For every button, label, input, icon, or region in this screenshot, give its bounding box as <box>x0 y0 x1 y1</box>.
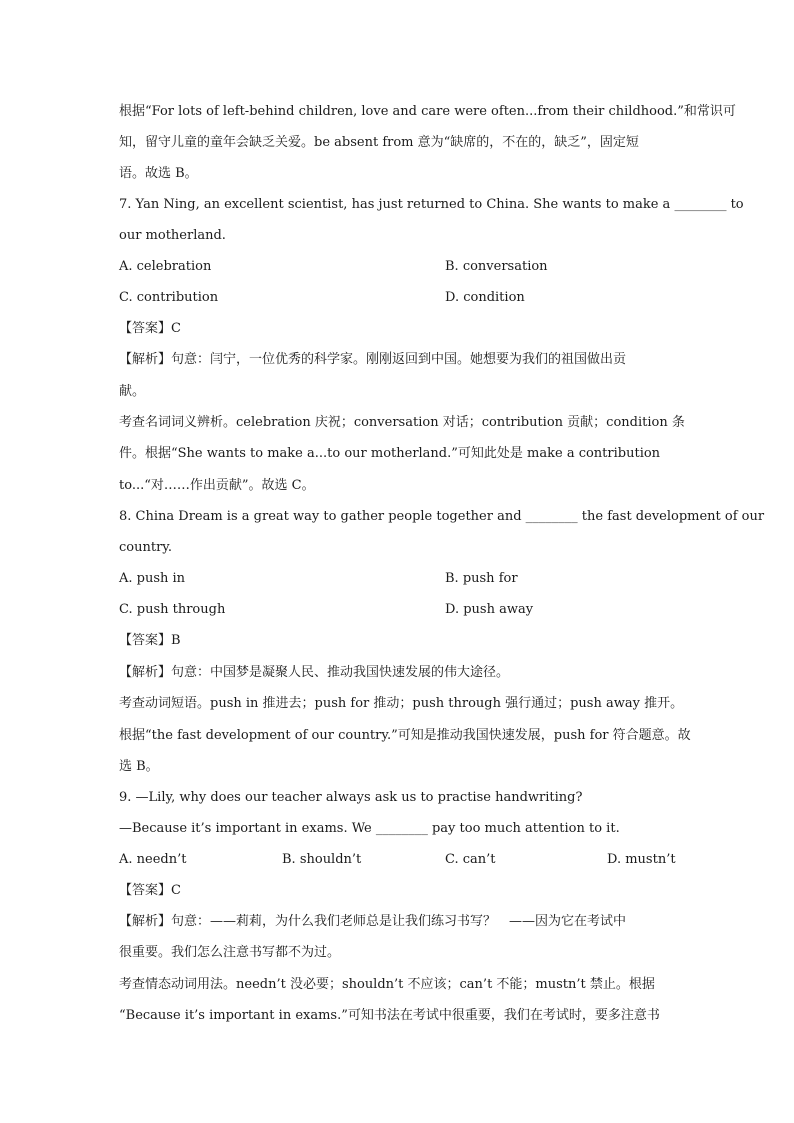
q7-analysis-line-5: to...“对……作出贡献”。故选 C。 <box>119 478 315 493</box>
q9-stem-line-1: 9. —Lily, why does our teacher always ask us to practise handwriting? <box>119 790 583 805</box>
q9-option-d: D. mustn’t <box>607 852 676 867</box>
q9-analysis-line-1: 【解析】句意：——莉莉，为什么我们老师总是让我们练习书写？ ——因为它在考试中 <box>119 914 627 929</box>
q9-stem-line-2: —Because it’s important in exams. We ________ pay too much attention to it. <box>119 821 620 836</box>
q9-option-b: B. shouldn’t <box>282 852 362 867</box>
q7-option-c: C. contribution <box>119 290 219 305</box>
q8-option-d: D. push away <box>445 602 534 617</box>
q9-analysis-line-2: 很重要。我们怎么注意书写都不为过。 <box>119 945 341 960</box>
q7-option-a: A. celebration <box>119 259 212 274</box>
q7-option-b: B. conversation <box>445 259 548 274</box>
q6-analysis-line-2: 知，留守儿童的童年会缺乏关爱。be absent from 意为“缺席的，不在的，缺乏”，固定短 <box>119 135 639 150</box>
q9-answer: 【答案】C <box>119 883 181 898</box>
q7-analysis-line-3: 考查名词词义辨析。celebration 庆祝；conversation 对话；contribution 贡献；condition 条 <box>119 415 685 430</box>
q9-option-a: A. needn’t <box>119 852 187 867</box>
q8-analysis-line-4: 选 B。 <box>119 759 159 774</box>
q8-analysis-line-2: 考查动词短语。push in 推进去；push for 推动；push through 强行通过；push away 推开。 <box>119 696 684 711</box>
q8-analysis-line-1: 【解析】句意：中国梦是凝聚人民、推动我国快速发展的伟大途径。 <box>119 665 510 680</box>
q7-analysis-line-2: 献。 <box>119 384 146 399</box>
q9-analysis-line-4: “Because it’s important in exams.”可知书法在考试中很重要，我们在考试时，要多注意书 <box>119 1008 660 1023</box>
q6-analysis-line-1: 根据“For lots of left-behind children, love and care were often...from their childhood.”和常识可 <box>119 104 736 119</box>
q8-option-a: A. push in <box>119 571 186 586</box>
q8-stem-line-1: 8. China Dream is a great way to gather people together and ________ the fast development of our <box>119 509 765 524</box>
q7-option-d: D. condition <box>445 290 525 305</box>
q8-answer: 【答案】B <box>119 633 181 648</box>
q6-analysis-line-3: 语。故选 B。 <box>119 166 198 181</box>
q8-option-b: B. push for <box>445 571 518 586</box>
q7-analysis-line-1: 【解析】句意：闫宁，一位优秀的科学家。刚刚返回到中国。她想要为我们的祖国做出贡 <box>119 352 627 367</box>
q8-stem-line-2: country. <box>119 540 173 555</box>
q8-analysis-line-3: 根据“the fast development of our country.”可知是推动我国快速发展，push for 符合题意。故 <box>119 728 691 743</box>
q9-option-c: C. can’t <box>445 852 496 867</box>
q7-answer: 【答案】C <box>119 321 181 336</box>
q8-option-c: C. push through <box>119 602 226 617</box>
q7-analysis-line-4: 件。根据“She wants to make a...to our motherland.”可知此处是 make a contribution <box>119 446 661 461</box>
q9-analysis-line-3: 考查情态动词用法。needn’t 没必要；shouldn’t 不应该；can’t 不能；mustn’t 禁止。根据 <box>119 977 655 992</box>
q7-stem-line-2: our motherland. <box>119 228 226 243</box>
q7-stem-line-1: 7. Yan Ning, an excellent scientist, has just returned to China. She wants to make a ________ to <box>119 197 744 212</box>
